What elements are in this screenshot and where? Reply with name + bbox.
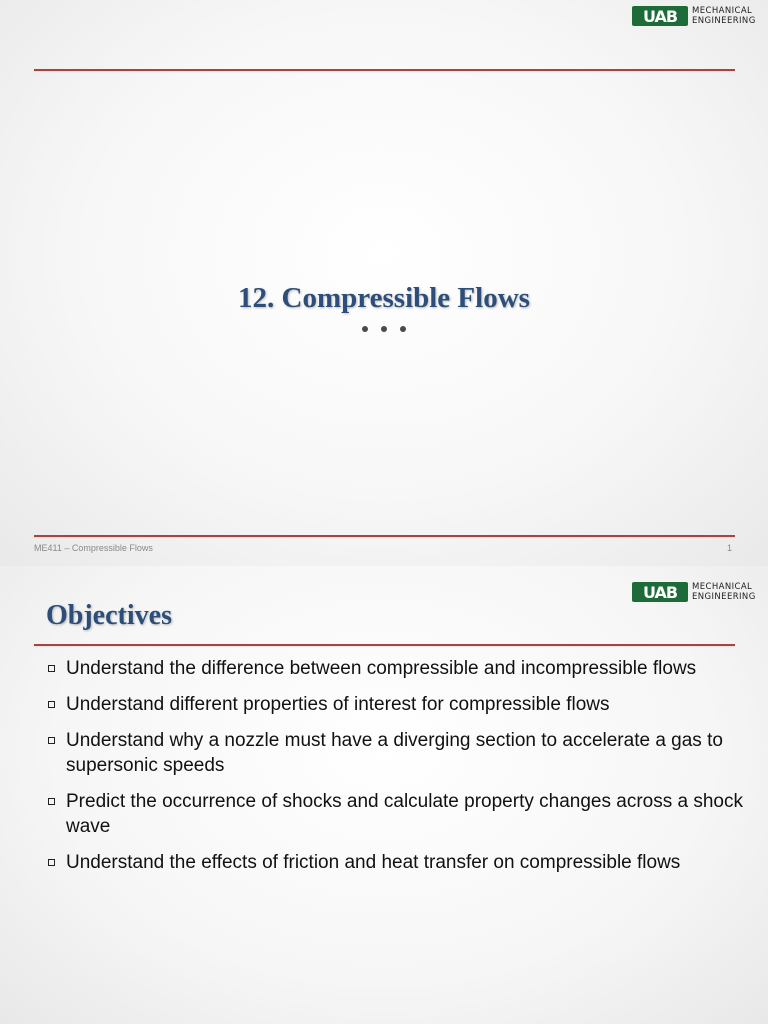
list-item	[46, 789, 746, 839]
logo-line-2: ENGINEERING	[692, 592, 756, 602]
slide-heading: Objectives	[46, 600, 172, 631]
slide-title: 12. Compressible Flows	[238, 282, 530, 314]
list-item-text: Understand the effects of friction and heat transfer on compressible flows	[66, 852, 681, 873]
uab-logo-text	[692, 6, 756, 26]
list-item	[46, 656, 746, 681]
list-item-text: Understand why a nozzle must have a diverging section to accelerate a gas to supersonic speeds	[66, 730, 723, 776]
objectives-slide	[0, 566, 768, 1024]
list-item-text: Predict the occurrence of shocks and calculate property changes across a shock wave	[66, 791, 743, 837]
uab-logo	[632, 6, 756, 26]
logo-line-2: ENGINEERING	[692, 16, 756, 26]
list-item	[46, 728, 746, 778]
uab-logo	[632, 582, 756, 602]
checkbox-bullet-icon	[48, 665, 55, 672]
title-ellipsis-dots	[0, 326, 768, 332]
header-rule	[34, 644, 735, 646]
dot	[362, 326, 368, 332]
logo-line-1: MECHANICAL	[692, 582, 753, 592]
uab-logo-mark: UAB	[632, 6, 688, 26]
list-item-text: Understand different properties of interest for compressible flows	[66, 694, 610, 715]
objectives-list	[46, 656, 746, 886]
checkbox-bullet-icon	[48, 859, 55, 866]
uab-logo-text	[692, 582, 756, 602]
checkbox-bullet-icon	[48, 798, 55, 805]
checkbox-bullet-icon	[48, 701, 55, 708]
uab-logo-mark: UAB	[632, 582, 688, 602]
list-item	[46, 850, 746, 875]
footer-course-label: ME411 – Compressible Flows	[34, 543, 153, 553]
list-item	[46, 692, 746, 717]
footer-page-number: 1	[726, 543, 732, 553]
header-rule	[34, 69, 735, 71]
dot	[381, 326, 387, 332]
footer-rule	[34, 535, 735, 537]
checkbox-bullet-icon	[48, 737, 55, 744]
dot	[400, 326, 406, 332]
logo-line-1: MECHANICAL	[692, 6, 753, 16]
list-item-text: Understand the difference between compressible and incompressible flows	[66, 658, 697, 679]
